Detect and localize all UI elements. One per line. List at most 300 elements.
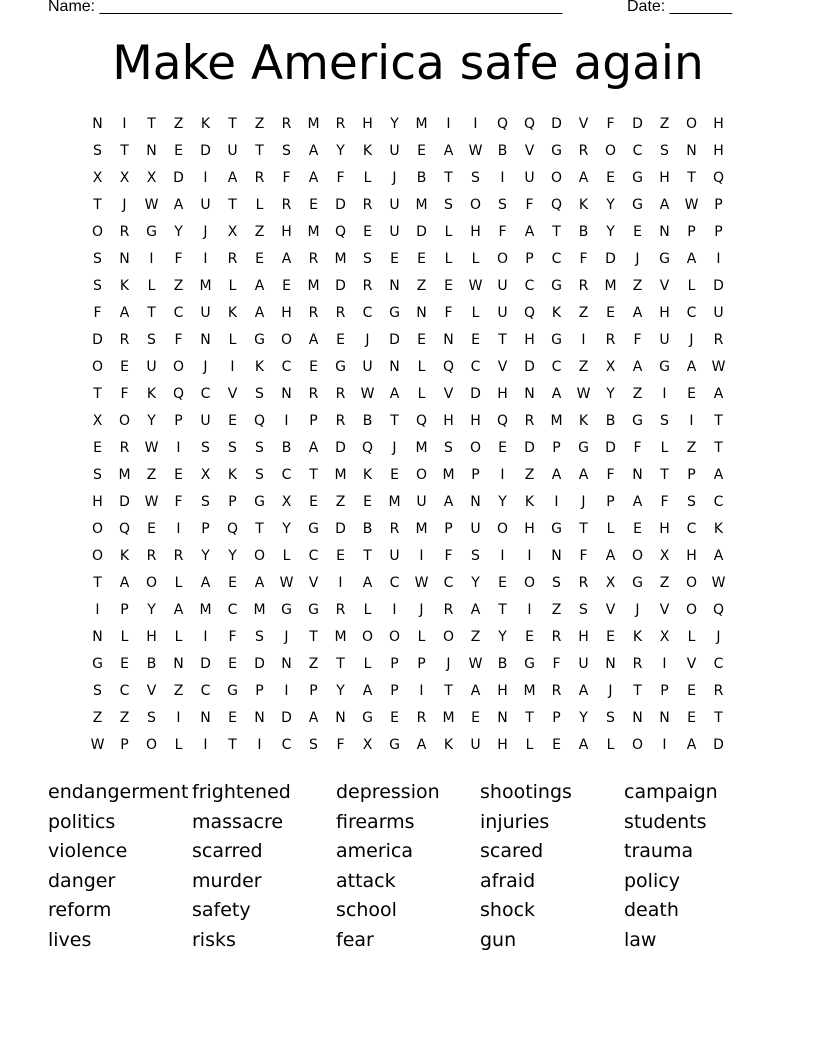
grid-letter: H xyxy=(524,332,535,348)
word-bank-item: safety xyxy=(192,899,251,922)
grid-letter: J xyxy=(122,197,127,213)
grid-letter: O xyxy=(388,629,401,645)
grid-letter: N xyxy=(281,386,292,402)
grid-letter: I xyxy=(527,548,532,564)
grid-letter: O xyxy=(91,521,104,537)
grid-letter: Z xyxy=(632,386,643,402)
word-bank-item: politics xyxy=(48,810,116,833)
word-bank-item: policy xyxy=(624,869,680,892)
grid-letter: U xyxy=(497,305,508,321)
grid-letter: M xyxy=(334,251,347,267)
grid-letter: R xyxy=(173,548,184,564)
grid-letter: F xyxy=(552,656,561,672)
grid-letter: D xyxy=(524,359,535,375)
grid-letter: E xyxy=(309,197,318,213)
grid-letter: S xyxy=(363,251,372,267)
grid-letter: I xyxy=(284,683,289,699)
grid-letter: L xyxy=(147,278,156,294)
grid-letter: B xyxy=(497,143,508,159)
grid-letter: N xyxy=(443,332,454,348)
grid-letter: I xyxy=(176,710,181,726)
grid-letter: G xyxy=(632,575,643,591)
grid-letter: I xyxy=(203,170,208,186)
grid-letter: J xyxy=(284,629,289,645)
grid-letter: P xyxy=(309,413,318,429)
grid-letter: G xyxy=(659,251,670,267)
grid-letter: R xyxy=(227,251,238,267)
grid-letter: F xyxy=(633,440,642,456)
grid-letter: P xyxy=(606,494,615,510)
grid-letter: Y xyxy=(282,521,291,537)
grid-letter: F xyxy=(282,170,291,186)
word-bank-item: school xyxy=(336,899,397,922)
grid-letter: L xyxy=(687,629,696,645)
grid-letter: H xyxy=(686,548,697,564)
grid-letter: L xyxy=(255,197,264,213)
grid-letter: D xyxy=(335,440,346,456)
grid-letter: H xyxy=(713,116,724,132)
grid-letter: P xyxy=(120,737,129,753)
grid-letter: O xyxy=(469,440,482,456)
grid-letter: M xyxy=(388,494,401,510)
grid-letter: H xyxy=(497,683,508,699)
grid-letter: T xyxy=(687,170,696,186)
grid-letter: D xyxy=(416,224,427,240)
grid-letter: A xyxy=(605,548,616,564)
grid-letter: E xyxy=(606,170,615,186)
grid-letter: S xyxy=(147,332,156,348)
grid-letter: T xyxy=(714,440,723,456)
grid-letter: K xyxy=(713,521,724,537)
grid-letter: A xyxy=(362,683,373,699)
grid-letter: I xyxy=(446,116,451,132)
grid-letter: A xyxy=(686,359,697,375)
grid-letter: Q xyxy=(712,602,725,618)
grid-letter: I xyxy=(716,251,721,267)
grid-letter: T xyxy=(579,521,588,537)
word-bank-item: scared xyxy=(480,840,544,863)
grid-letter: B xyxy=(578,224,589,240)
grid-letter: Z xyxy=(173,278,184,294)
grid-letter: A xyxy=(470,602,481,618)
grid-letter: A xyxy=(551,386,562,402)
grid-letter: W xyxy=(90,737,105,753)
grid-letter: A xyxy=(416,737,427,753)
grid-letter: Q xyxy=(496,413,509,429)
grid-letter: P xyxy=(228,494,237,510)
grid-letter: Z xyxy=(632,278,643,294)
grid-letter: R xyxy=(335,116,346,132)
grid-letter: F xyxy=(174,494,183,510)
word-bank-item: law xyxy=(624,928,657,951)
grid-letter: T xyxy=(309,467,318,483)
grid-letter: P xyxy=(660,683,669,699)
grid-letter: Z xyxy=(659,116,670,132)
grid-letter: J xyxy=(446,656,451,672)
grid-letter: X xyxy=(605,359,616,375)
grid-letter: S xyxy=(93,251,102,267)
grid-letter: Y xyxy=(606,197,615,213)
grid-letter: U xyxy=(389,224,400,240)
grid-letter: R xyxy=(551,683,562,699)
grid-letter: L xyxy=(363,602,372,618)
grid-letter: H xyxy=(362,116,373,132)
grid-letter: E xyxy=(174,143,183,159)
grid-letter: B xyxy=(362,413,373,429)
grid-letter: P xyxy=(255,683,264,699)
grid-letter: E xyxy=(471,710,480,726)
grid-letter: X xyxy=(659,548,670,564)
grid-letter: X xyxy=(362,737,373,753)
grid-letter: P xyxy=(687,224,696,240)
grid-letter: U xyxy=(416,494,427,510)
grid-letter: U xyxy=(470,521,481,537)
grid-letter: O xyxy=(631,737,644,753)
grid-letter: H xyxy=(470,413,481,429)
word-bank-item: reform xyxy=(48,899,112,922)
grid-letter: O xyxy=(361,629,374,645)
grid-letter: D xyxy=(92,332,103,348)
grid-letter: Z xyxy=(308,656,319,672)
grid-letter: M xyxy=(307,278,320,294)
grid-letter: F xyxy=(633,332,642,348)
grid-letter: H xyxy=(497,386,508,402)
page-title: Make America safe again xyxy=(112,36,704,91)
grid-letter: Q xyxy=(118,521,131,537)
grid-letter: I xyxy=(203,251,208,267)
grid-letter: L xyxy=(525,737,534,753)
grid-letter: B xyxy=(605,413,616,429)
grid-letter: E xyxy=(363,224,372,240)
grid-letter: T xyxy=(93,386,102,402)
grid-letter: R xyxy=(578,143,589,159)
grid-letter: T xyxy=(633,683,642,699)
grid-letter: S xyxy=(282,143,291,159)
grid-letter: Z xyxy=(173,683,184,699)
grid-letter: W xyxy=(468,278,483,294)
grid-letter: N xyxy=(659,710,670,726)
grid-letter: S xyxy=(687,494,696,510)
grid-letter: H xyxy=(146,629,157,645)
grid-letter: R xyxy=(119,332,130,348)
grid-letter: E xyxy=(417,332,426,348)
grid-letter: W xyxy=(468,656,483,672)
grid-letter: G xyxy=(632,170,643,186)
grid-letter: O xyxy=(91,548,104,564)
grid-letter: J xyxy=(608,683,613,699)
grid-letter: F xyxy=(93,305,102,321)
grid-letter: L xyxy=(174,737,183,753)
grid-letter: N xyxy=(146,143,157,159)
grid-letter: I xyxy=(122,116,127,132)
grid-letter: X xyxy=(659,629,670,645)
grid-letter: R xyxy=(578,575,589,591)
grid-letter: O xyxy=(496,251,509,267)
grid-letter: A xyxy=(686,251,697,267)
grid-letter: N xyxy=(254,710,265,726)
grid-letter: L xyxy=(228,332,237,348)
grid-letter: E xyxy=(417,143,426,159)
grid-letter: D xyxy=(389,332,400,348)
grid-letter: W xyxy=(144,440,159,456)
grid-letter: U xyxy=(146,359,157,375)
grid-letter: Y xyxy=(498,494,507,510)
grid-letter: R xyxy=(254,170,265,186)
grid-letter: N xyxy=(92,629,103,645)
grid-letter: E xyxy=(336,332,345,348)
grid-letter: Y xyxy=(336,683,345,699)
grid-letter: I xyxy=(473,116,478,132)
word-bank-item: afraid xyxy=(480,869,536,892)
grid-letter: P xyxy=(390,656,399,672)
grid-letter: T xyxy=(147,116,156,132)
grid-letter: U xyxy=(200,413,211,429)
grid-letter: S xyxy=(93,683,102,699)
grid-letter: X xyxy=(605,575,616,591)
word-bank-item: fear xyxy=(336,928,374,951)
word-bank-item: students xyxy=(624,810,707,833)
grid-letter: A xyxy=(308,143,319,159)
grid-letter: R xyxy=(605,332,616,348)
grid-letter: V xyxy=(308,575,319,591)
grid-letter: T xyxy=(255,143,264,159)
grid-letter: S xyxy=(93,467,102,483)
grid-letter: A xyxy=(173,197,184,213)
grid-letter: A xyxy=(659,197,670,213)
grid-letter: I xyxy=(419,548,424,564)
grid-letter: N xyxy=(200,332,211,348)
grid-letter: T xyxy=(228,197,237,213)
grid-letter: Z xyxy=(416,278,427,294)
grid-letter: K xyxy=(362,143,373,159)
word-bank-item: massacre xyxy=(192,810,284,833)
grid-letter: X xyxy=(92,413,103,429)
grid-letter: S xyxy=(579,602,588,618)
word-bank-item: shootings xyxy=(480,781,572,803)
grid-letter: H xyxy=(92,494,103,510)
grid-letter: M xyxy=(442,467,455,483)
grid-letter: L xyxy=(606,521,615,537)
grid-letter: M xyxy=(307,224,320,240)
word-bank-item: murder xyxy=(192,869,262,892)
grid-letter: O xyxy=(685,575,698,591)
grid-letter: K xyxy=(524,494,535,510)
word-bank-item: firearms xyxy=(336,810,415,833)
grid-letter: Y xyxy=(228,548,237,564)
grid-letter: G xyxy=(551,521,562,537)
grid-letter: A xyxy=(254,278,265,294)
grid-letter: D xyxy=(119,494,130,510)
grid-letter: D xyxy=(605,251,616,267)
grid-letter: Q xyxy=(172,386,185,402)
grid-letter: F xyxy=(444,305,453,321)
grid-letter: S xyxy=(660,413,669,429)
grid-letter: H xyxy=(659,305,670,321)
grid-letter: G xyxy=(389,305,400,321)
grid-letter: I xyxy=(662,386,667,402)
grid-letter: Q xyxy=(226,521,239,537)
grid-letter: F xyxy=(579,548,588,564)
grid-letter: O xyxy=(253,548,266,564)
grid-letter: E xyxy=(390,710,399,726)
grid-letter: N xyxy=(632,710,643,726)
grid-letter: M xyxy=(523,683,536,699)
grid-letter: P xyxy=(417,656,426,672)
grid-letter: F xyxy=(174,332,183,348)
grid-letter: P xyxy=(471,467,480,483)
grid-letter: S xyxy=(444,440,453,456)
grid-letter: N xyxy=(659,224,670,240)
grid-letter: B xyxy=(497,656,508,672)
grid-letter: M xyxy=(442,710,455,726)
grid-letter: P xyxy=(714,224,723,240)
grid-letter: I xyxy=(419,683,424,699)
grid-letter: T xyxy=(552,224,561,240)
grid-letter: O xyxy=(523,575,536,591)
grid-letter: L xyxy=(120,629,129,645)
grid-letter: S xyxy=(255,629,264,645)
grid-letter: O xyxy=(91,359,104,375)
grid-letter: W xyxy=(711,359,726,375)
grid-letter: S xyxy=(552,575,561,591)
grid-letter: K xyxy=(632,629,643,645)
grid-letter: E xyxy=(525,629,534,645)
grid-letter: A xyxy=(254,575,265,591)
grid-letter: A xyxy=(281,251,292,267)
grid-letter: O xyxy=(145,737,158,753)
word-bank-item: danger xyxy=(48,869,116,892)
grid-letter: S xyxy=(201,494,210,510)
grid-letter: R xyxy=(281,197,292,213)
grid-letter: Q xyxy=(361,440,374,456)
grid-letter: Y xyxy=(147,413,156,429)
grid-letter: A xyxy=(686,737,697,753)
grid-letter: F xyxy=(606,467,615,483)
grid-letter: F xyxy=(525,197,534,213)
grid-letter: L xyxy=(282,548,291,564)
grid-letter: D xyxy=(173,170,184,186)
grid-letter: I xyxy=(284,413,289,429)
grid-letter: G xyxy=(308,602,319,618)
grid-letter: B xyxy=(146,656,157,672)
grid-letter: I xyxy=(527,602,532,618)
grid-letter: K xyxy=(578,413,589,429)
grid-letter: U xyxy=(578,656,589,672)
word-bank-item: shock xyxy=(480,899,536,922)
grid-letter: V xyxy=(497,359,508,375)
word-bank-item: violence xyxy=(48,840,128,863)
grid-letter: S xyxy=(498,197,507,213)
grid-letter: A xyxy=(443,143,454,159)
grid-letter: O xyxy=(685,116,698,132)
grid-letter: V xyxy=(227,386,238,402)
grid-letter: S xyxy=(255,440,264,456)
grid-letter: C xyxy=(551,359,562,375)
grid-letter: O xyxy=(172,359,185,375)
grid-letter: R xyxy=(308,386,319,402)
grid-letter: K xyxy=(200,116,211,132)
grid-letter: E xyxy=(282,278,291,294)
grid-letter: M xyxy=(118,467,131,483)
grid-letter: H xyxy=(281,305,292,321)
grid-letter: Z xyxy=(470,629,481,645)
grid-letter: B xyxy=(281,440,292,456)
grid-letter: Y xyxy=(606,386,615,402)
grid-letter: K xyxy=(578,197,589,213)
grid-letter: F xyxy=(174,251,183,267)
grid-letter: E xyxy=(417,251,426,267)
grid-letter: A xyxy=(200,575,211,591)
grid-letter: U xyxy=(713,305,724,321)
grid-letter: V xyxy=(578,116,589,132)
grid-letter: W xyxy=(414,575,429,591)
grid-letter: N xyxy=(524,386,535,402)
grid-letter: H xyxy=(443,413,454,429)
grid-letter: Z xyxy=(119,710,130,726)
grid-letter: D xyxy=(632,116,643,132)
grid-letter: Q xyxy=(334,224,347,240)
grid-letter: K xyxy=(227,467,238,483)
grid-letter: A xyxy=(578,467,589,483)
grid-letter: Z xyxy=(92,710,103,726)
grid-letter: L xyxy=(606,737,615,753)
grid-letter: A xyxy=(578,737,589,753)
grid-letter: E xyxy=(309,359,318,375)
grid-letter: H xyxy=(659,170,670,186)
grid-letter: R xyxy=(335,602,346,618)
word-bank-item: endangerment xyxy=(48,781,189,803)
grid-letter: C xyxy=(713,494,724,510)
grid-letter: I xyxy=(500,170,505,186)
grid-letter: K xyxy=(119,278,130,294)
grid-letter: W xyxy=(144,197,159,213)
word-bank-item: scarred xyxy=(192,840,263,863)
grid-letter: Q xyxy=(712,170,725,186)
grid-letter: S xyxy=(606,710,615,726)
grid-letter: Q xyxy=(523,305,536,321)
grid-letter: E xyxy=(606,305,615,321)
grid-letter: A xyxy=(632,305,643,321)
grid-letter: I xyxy=(581,332,586,348)
grid-letter: A xyxy=(173,602,184,618)
grid-letter: O xyxy=(145,575,158,591)
grid-letter: L xyxy=(174,575,183,591)
grid-letter: N xyxy=(389,278,400,294)
grid-letter: F xyxy=(498,224,507,240)
grid-letter: A xyxy=(308,440,319,456)
grid-letter: L xyxy=(687,278,696,294)
grid-letter: N xyxy=(173,656,184,672)
grid-letter: X xyxy=(92,170,103,186)
grid-letter: A xyxy=(713,467,724,483)
grid-letter: E xyxy=(390,467,399,483)
grid-letter: E xyxy=(471,332,480,348)
grid-letter: Z xyxy=(254,116,265,132)
grid-letter: E xyxy=(228,710,237,726)
grid-letter: K xyxy=(443,737,454,753)
grid-letter: N xyxy=(416,305,427,321)
grid-letter: H xyxy=(470,224,481,240)
grid-letter: A xyxy=(578,683,589,699)
word-bank-item: risks xyxy=(192,928,236,951)
grid-letter: L xyxy=(417,386,426,402)
grid-letter: Y xyxy=(390,116,399,132)
grid-letter: E xyxy=(687,683,696,699)
grid-letter: B xyxy=(362,521,373,537)
grid-letter: I xyxy=(176,440,181,456)
grid-letter: T xyxy=(444,170,453,186)
grid-letter: C xyxy=(308,548,319,564)
